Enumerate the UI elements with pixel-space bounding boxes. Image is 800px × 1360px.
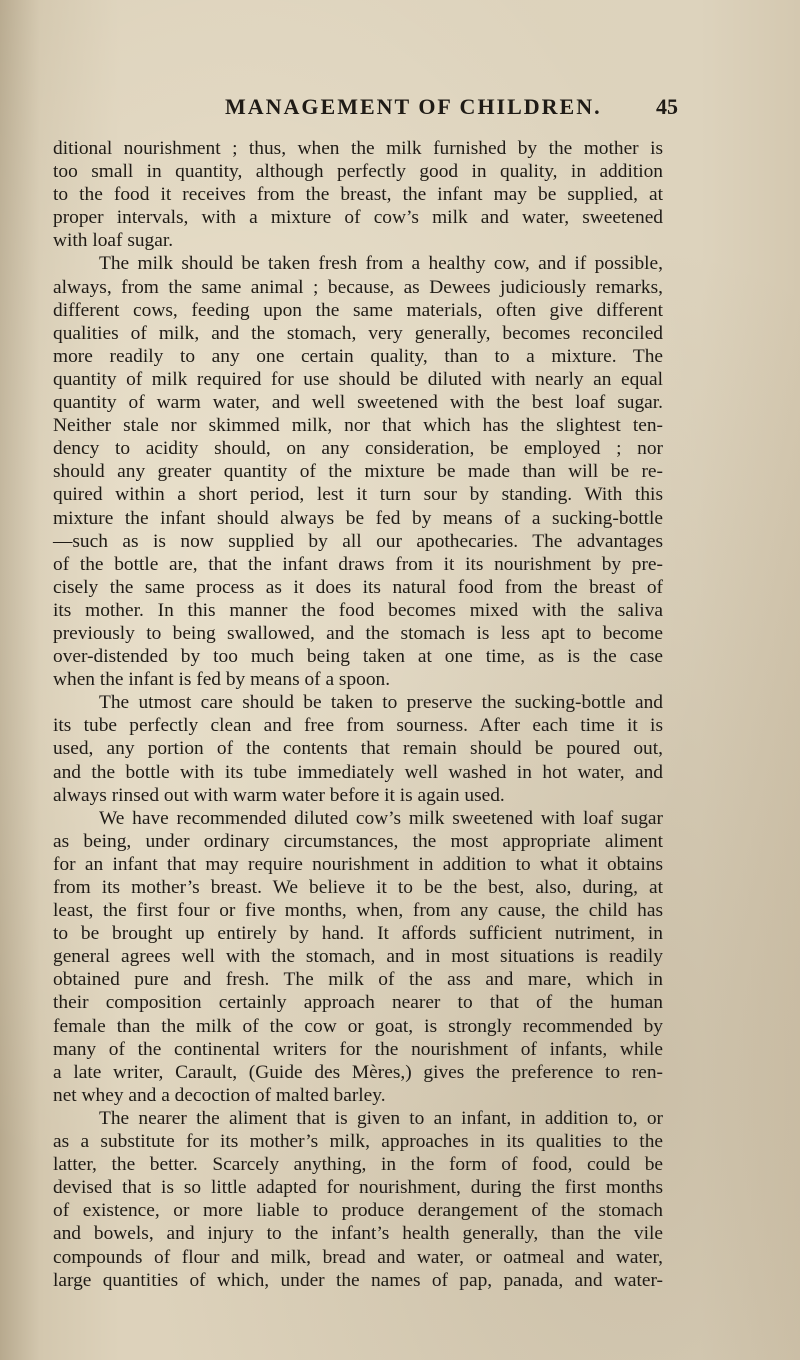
text-line: more readily to any one certain quality, than to a mixture. The: [53, 345, 663, 367]
text-line: previously to being swallowed, and the stomach is less apt to become: [53, 622, 663, 644]
paragraph-start-line: The utmost care should be taken to preserve the sucking-bottle and: [99, 692, 663, 714]
text-line: to the food it receives from the breast, the infant may be supplied, at: [53, 184, 663, 206]
page-number: 45: [656, 94, 678, 119]
body-text: [53, 137, 663, 1292]
text-line: over-distended by too much being taken at one time, as is the case: [53, 646, 663, 668]
text-line: cisely the same process as it does its natural food from the breast of: [53, 576, 663, 598]
text-line: latter, the better. Scarcely anything, in the form of food, could be: [53, 1154, 663, 1176]
paragraph-start-line: The nearer the aliment that is given to an infant, in addition to, or: [99, 1107, 663, 1129]
text-line: its mother. In this manner the food becomes mixed with the saliva: [53, 599, 663, 621]
text-line: mixture the infant should always be fed by means of a sucking-bottle: [53, 507, 663, 529]
text-line: should any greater quantity of the mixture be made than will be re-: [53, 461, 663, 483]
text-line: quantity of milk required for use should be diluted with nearly an equal: [53, 368, 663, 390]
text-line: always, from the same animal ; because, as Dewees judiciously remarks,: [53, 276, 663, 298]
text-line: used, any portion of the contents that remain should be poured out,: [53, 738, 663, 760]
text-line: to be brought up entirely by hand. It affords sufficient nutriment, in: [53, 923, 663, 945]
text-line: for an infant that may require nourishment in addition to what it obtains: [53, 853, 663, 875]
text-line: —such as is now supplied by all our apothecaries. The advantages: [53, 530, 663, 552]
text-line: different cows, feeding upon the same materials, often give different: [53, 299, 663, 321]
text-line: devised that is so little adapted for nourishment, during the first months: [53, 1177, 663, 1199]
text-line: quired within a short period, lest it turn sour by standing. With this: [53, 484, 663, 506]
paragraph-start-line: We have recommended diluted cow’s milk sweetened with loaf sugar: [99, 807, 663, 829]
text-line: as a substitute for its mother’s milk, approaches in its qualities to the: [53, 1131, 663, 1153]
text-line: its tube perfectly clean and free from sourness. After each time it is: [53, 715, 663, 737]
text-line: female than the milk of the cow or goat, is strongly recommended by: [53, 1015, 663, 1037]
text-line: from its mother’s breast. We believe it to be the best, also, during, at: [53, 877, 663, 898]
running-title: MANAGEMENT OF CHILDREN.: [225, 94, 602, 119]
text-line: and bowels, and injury to the infant’s health generally, than the vile: [53, 1223, 663, 1245]
text-line: compounds of flour and milk, bread and water, or oatmeal and water,: [53, 1246, 663, 1268]
text-line: many of the continental writers for the nourishment of infants, while: [53, 1038, 663, 1060]
text-line: qualities of milk, and the stomach, very generally, becomes reconciled: [53, 322, 663, 344]
text-line: net whey and a decoction of malted barley.: [53, 1084, 386, 1106]
page-header: [0, 94, 800, 124]
text-line: as being, under ordinary circumstances, the most appropriate aliment: [53, 830, 663, 852]
text-line: with loaf sugar.: [53, 230, 174, 252]
text-line: too small in quantity, although perfectly good in quality, in addition: [53, 161, 663, 183]
text-line: dency to acidity should, on any consideration, be employed ; nor: [53, 438, 663, 460]
text-line: quantity of warm water, and well sweetened with the best loaf sugar.: [53, 392, 663, 414]
text-line: Neither stale nor skimmed milk, nor that which has the slightest ten-: [53, 415, 663, 437]
text-line: large quantities of which, under the names of pap, panada, and water-: [53, 1269, 663, 1291]
text-line: proper intervals, with a mixture of cow’s milk and water, sweetened: [53, 207, 663, 229]
text-line: of existence, or more liable to produce derangement of the stomach: [53, 1200, 663, 1222]
text-line: always rinsed out with warm water before it is again used.: [53, 784, 505, 806]
text-line: and the bottle with its tube immediately well washed in hot water, and: [53, 761, 663, 783]
text-line: ditional nourishment ; thus, when the milk furnished by the mother is: [53, 138, 663, 159]
paragraph-start-line: The milk should be taken fresh from a healthy cow, and if possible,: [99, 253, 663, 275]
text-line: obtained pure and fresh. The milk of the ass and mare, which in: [53, 969, 663, 991]
text-line: least, the first four or five months, when, from any cause, the child has: [53, 900, 663, 922]
text-line: when the infant is fed by means of a spoon.: [53, 669, 391, 691]
text-line: of the bottle are, that the infant draws from it its nourishment by pre-: [53, 553, 663, 575]
text-line: a late writer, Carault, (Guide des Mères,) gives the preference to ren-: [53, 1061, 663, 1083]
text-line: general agrees well with the stomach, and in most situations is readily: [53, 946, 663, 968]
text-line: their composition certainly approach nearer to that of the human: [53, 992, 663, 1014]
